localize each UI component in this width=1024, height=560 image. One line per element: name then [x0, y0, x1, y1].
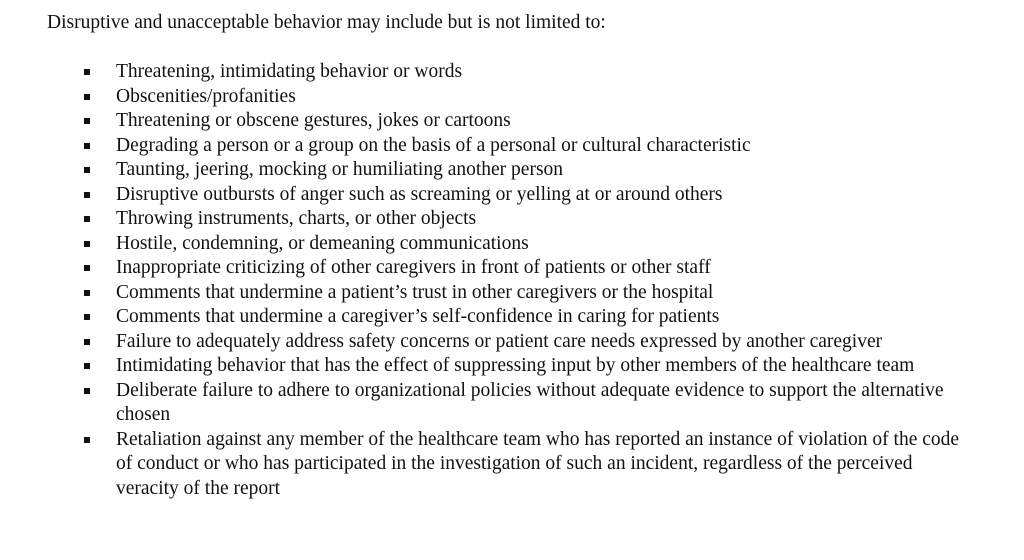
square-bullet-icon — [84, 265, 90, 271]
list-item — [84, 428, 964, 502]
list-item-text: Threatening or obscene gestures, jokes or cartoons — [116, 110, 511, 131]
list-item-text: Throwing instruments, charts, or other objects — [116, 208, 477, 229]
list-item-text: Inappropriate criticizing of other caregivers in front of patients or other staff — [116, 257, 711, 278]
square-bullet-icon — [84, 69, 90, 75]
list-item — [84, 330, 964, 355]
list-item — [84, 281, 964, 306]
square-bullet-icon — [84, 118, 90, 124]
list-item-text: Threatening, intimidating behavior or words — [116, 61, 463, 82]
list-item-text: Obscenities/profanities — [116, 85, 296, 107]
list-item-text: Comments that undermine a patient’s trust in other caregivers or the hospital — [116, 281, 714, 303]
list-item-text: Disruptive outbursts of anger such as screaming or yelling at or around others — [116, 183, 723, 205]
square-bullet-icon — [84, 167, 90, 173]
square-bullet-icon — [84, 339, 90, 345]
list-item-text: Failure to adequately address safety concerns or patient care needs expressed by another caregiver — [116, 330, 883, 352]
intro-paragraph: Disruptive and unacceptable behavior may include but is not limited to: — [47, 12, 606, 33]
list-item-text: Retaliation against any member of the healthcare team who has reported an instance of violation of the code of conduct or who has participated in the investigation of such an incident, regardless of the perceived veracity of the report — [116, 428, 960, 499]
square-bullet-icon — [84, 290, 90, 296]
list-item-text: Hostile, condemning, or demeaning communications — [116, 232, 529, 254]
square-bullet-icon — [84, 143, 90, 149]
list-item — [84, 134, 964, 159]
list-item-text: Intimidating behavior that has the effect of suppressing input by other members of the healthcare team — [116, 355, 915, 376]
list-item-text: Comments that undermine a caregiver’s self-confidence in caring for patients — [116, 306, 720, 327]
square-bullet-icon — [84, 388, 90, 394]
list-item — [84, 379, 964, 428]
square-bullet-icon — [84, 192, 90, 198]
list-item-text: Degrading a person or a group on the basis of a personal or cultural characteristic — [116, 134, 751, 156]
list-item — [84, 354, 964, 379]
list-item — [84, 60, 964, 85]
list-item — [84, 305, 964, 330]
square-bullet-icon — [84, 241, 90, 247]
square-bullet-icon — [84, 363, 90, 369]
list-item — [84, 85, 964, 110]
square-bullet-icon — [84, 314, 90, 320]
list-item — [84, 158, 964, 183]
behavior-list — [84, 60, 964, 501]
list-item-text: Deliberate failure to adhere to organizational policies without adequate evidence to support the alternative chosen — [116, 379, 944, 425]
square-bullet-icon — [84, 94, 90, 100]
square-bullet-icon — [84, 437, 90, 443]
list-item — [84, 256, 964, 281]
list-item — [84, 109, 964, 134]
list-item-text: Taunting, jeering, mocking or humiliating another person — [116, 159, 564, 180]
list-item — [84, 232, 964, 257]
square-bullet-icon — [84, 216, 90, 222]
list-item — [84, 183, 964, 208]
list-item — [84, 207, 964, 232]
